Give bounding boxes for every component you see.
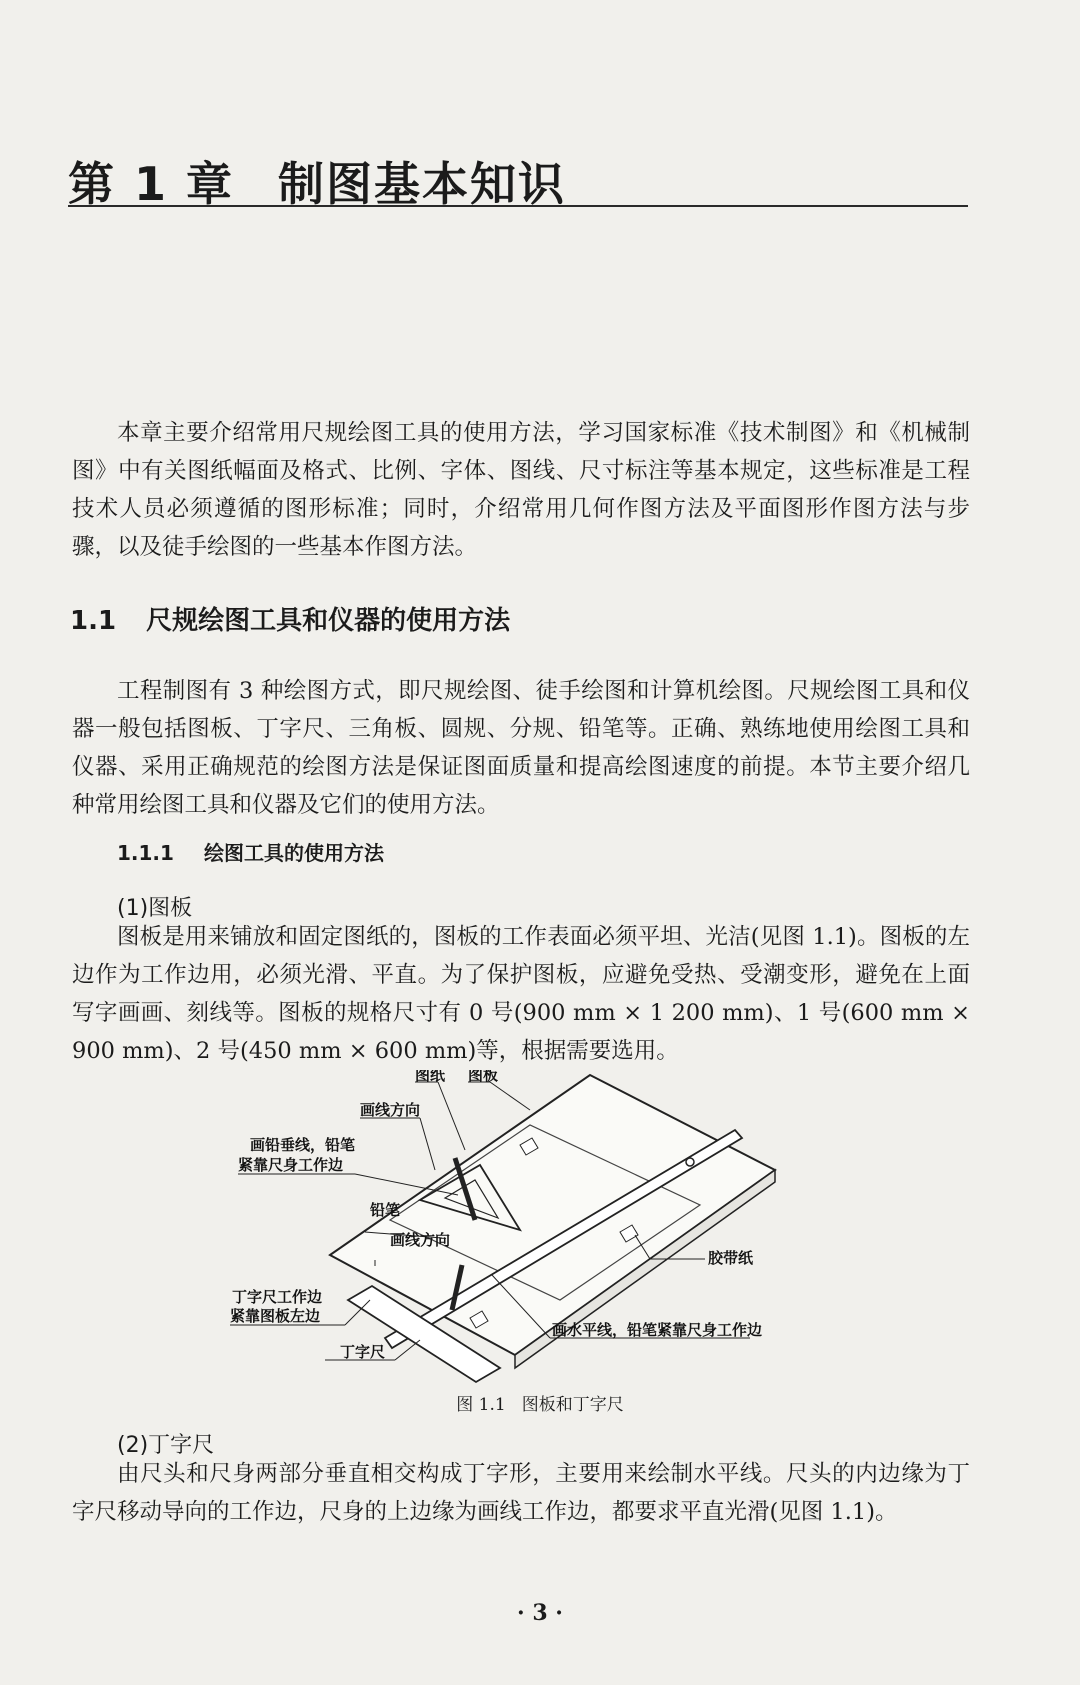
caption-number: 图 1.1 (456, 1395, 506, 1415)
t-square-paragraph: 由尺头和尺身两部分垂直相交构成丁字形，主要用来绘制水平线。尺头的内边缘为丁字尺移动导向的工作边，尺身的上边缘为画线工作边，都要求平直光滑(见图 1.1)。 (72, 1461, 970, 1525)
figure-drawing-board (230, 1070, 830, 1390)
label-draw-direction-top: 画线方向 (360, 1101, 421, 1119)
label-horizontal-line: 画水平线，铅笔紧靠尺身工作边 (552, 1321, 763, 1339)
subsection-title: 绘图工具的使用方法 (203, 841, 384, 865)
caption-title: 图板和丁字尺 (521, 1395, 624, 1415)
section-heading-1-1-1 (117, 837, 384, 866)
item-heading-drawing-board: (1)图板 (117, 896, 193, 921)
chapter-name: 制图基本知识 (278, 157, 567, 211)
drawing-board-paragraph: 图板是用来铺放和固定图纸的，图板的工作表面必须平坦、光洁(见图 1.1)。图板的左边作为工作边用，必须光滑、平直。为了保护图板，应避免受热、受潮变形，避免在上面写字画画、刻线等。图板的规格尺寸有 0 号(900 mm × 1 200 mm)、1 号(600 mm × 900 mm)、2 号(450 mm × 600 mm)等，根据需要选用。 (72, 924, 970, 1064)
label-vertical-line-1: 画铅垂线，铅笔 (250, 1136, 356, 1154)
figure-illustration (230, 1070, 830, 1390)
page-number: · 3 · (517, 1600, 563, 1626)
label-draw-direction-bottom: 画线方向 (390, 1231, 451, 1249)
chapter-number: 第 1 章 (68, 157, 235, 211)
section-heading-1-1 (70, 600, 510, 637)
section-title: 尺规绘图工具和仪器的使用方法 (146, 606, 511, 636)
section-1-1-paragraph: 工程制图有 3 种绘图方式，即尺规绘图、徒手绘图和计算机绘图。尺规绘图工具和仪器一般包括图板、丁字尺、三角板、圆规、分规、铅笔等。正确、熟练地使用绘图工具和仪器、采用正确规范的绘图方法是保证图面质量和提高绘图速度的前提。本节主要介绍几种常用绘图工具和仪器及它们的使用方法。 (72, 678, 970, 818)
intro-paragraph: 本章主要介绍常用尺规绘图工具的使用方法，学习国家标准《技术制图》和《机械制图》中有关图纸幅面及格式、比例、字体、图线、尺寸标注等基本规定，这些标准是工程技术人员必须遵循的图形标准；同时，介绍常用几何作图方法及平面图形作图方法与步骤，以及徒手绘图的一些基本作图方法。 (72, 420, 970, 560)
label-t-square-edge-2: 紧靠图板左边 (230, 1307, 321, 1325)
label-pencil: 铅笔 (370, 1201, 401, 1219)
label-paper: 图纸 (415, 1070, 446, 1084)
title-rule (68, 205, 968, 207)
item-heading-t-square: (2)丁字尺 (117, 1433, 215, 1458)
label-board: 图板 (468, 1070, 499, 1084)
label-tape: 胶带纸 (708, 1249, 754, 1267)
label-t-square-edge-1: 丁字尺工作边 (232, 1288, 323, 1306)
subsection-number: 1.1.1 (117, 841, 174, 865)
figure-caption (0, 1390, 1080, 1415)
label-vertical-line-2: 紧靠尺身工作边 (238, 1156, 344, 1174)
label-t-square: 丁字尺 (340, 1343, 386, 1361)
section-number: 1.1 (70, 606, 117, 636)
